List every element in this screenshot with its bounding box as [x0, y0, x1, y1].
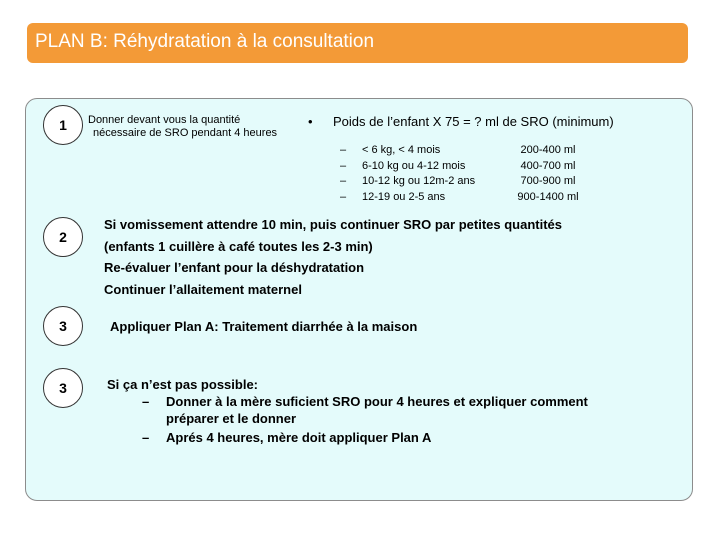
volume-item: 200-400 ml	[520, 144, 576, 156]
step4-intro: Si ça n’est pas possible:	[107, 377, 258, 392]
step1-instruction-line1: Donner devant vous la quantité	[88, 114, 241, 126]
weight-list	[340, 143, 475, 205]
step1-bullet: •	[308, 114, 313, 129]
step2-line: Continuer l’allaitement maternel	[104, 281, 302, 297]
step1-formula: Poids de l’enfant X 75 = ? ml de SRO (minimum)	[333, 114, 614, 129]
volume-list	[508, 143, 588, 205]
list-item: – < 6 kg, < 4 mois	[340, 144, 441, 156]
step2-line: (enfants 1 cuillère à café toutes les 2-3 min)	[104, 238, 373, 254]
step2-text	[104, 214, 562, 300]
list-item: – 12-19 ou 2-5 ans	[340, 190, 446, 203]
step-number-3: 3	[43, 306, 83, 346]
volume-item: 400-700 ml	[520, 159, 576, 172]
list-item: – Aprés 4 heures, mère doit appliquer Plan A	[142, 430, 432, 445]
volume-item: 900-1400 ml	[517, 190, 579, 203]
step4-text	[107, 376, 588, 446]
step-number-2: 2	[43, 217, 83, 257]
step3-text: Appliquer Plan A: Traitement diarrhée à la maison	[110, 319, 418, 334]
page-title: PLAN B: Réhydratation à la consultation	[35, 31, 375, 52]
step2-line: Si vomissement attendre 10 min, puis continuer SRO par petites quantités	[104, 217, 562, 232]
step-number-4: 3	[43, 368, 83, 408]
title-bar	[27, 23, 688, 63]
step1-instruction-line2: nécessaire de SRO pendant 4 heures	[93, 127, 278, 139]
step-number-1: 1	[43, 105, 83, 145]
step2-line: Re-évaluer l’enfant pour la déshydratation	[104, 260, 365, 275]
list-item: – 6-10 kg ou 4-12 mois	[340, 159, 466, 172]
list-item: – Donner à la mère suficient SRO pour 4 heures et expliquer comment préparer et le donner	[142, 394, 588, 426]
list-item: – 10-12 kg ou 12m-2 ans	[340, 175, 476, 187]
volume-item: 700-900 ml	[520, 175, 576, 187]
